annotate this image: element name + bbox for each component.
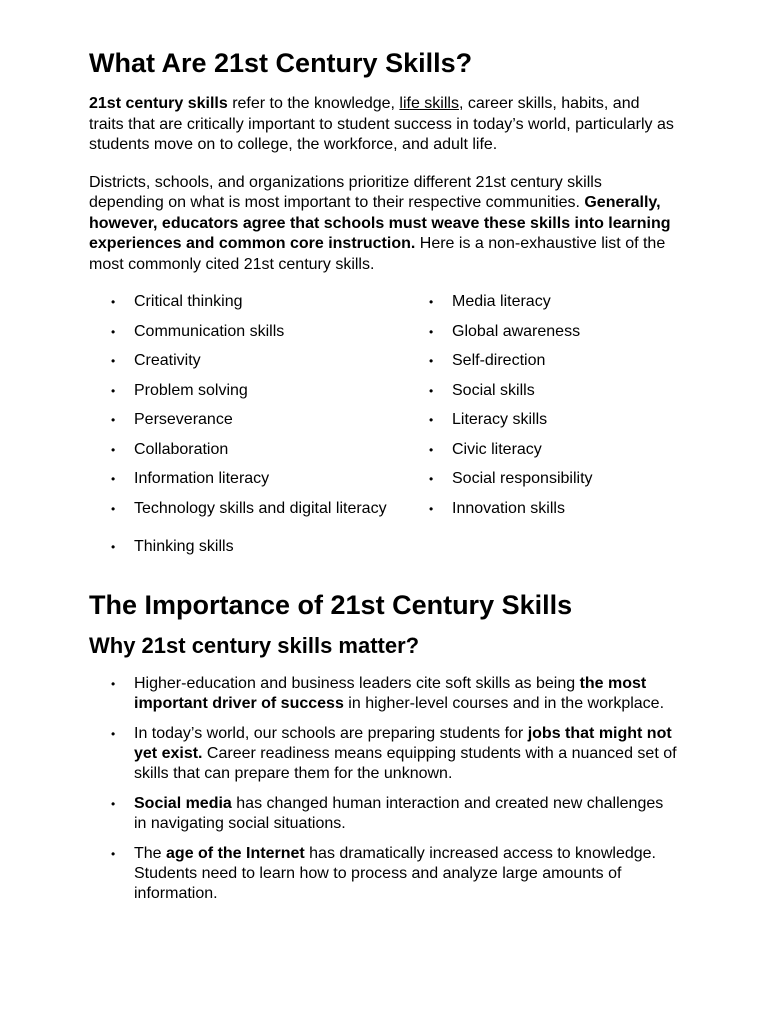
skill-item: • Information literacy <box>89 469 407 489</box>
intro-paragraph <box>89 94 678 156</box>
skill-item: • Media literacy <box>407 292 678 312</box>
intro-text-1: refer to the knowledge, <box>227 95 400 112</box>
why-item-post: has dramatically increased access to knowledge. Students need to learn how to process and analyze large amounts of information. <box>134 845 656 902</box>
why-item-bold: the most important driver of success <box>134 675 647 712</box>
skill-item: • Creativity <box>89 351 407 371</box>
why-item-bold: Social media <box>134 795 232 812</box>
skill-item: • Perseverance <box>89 410 407 430</box>
skill-item: • Collaboration <box>89 440 407 460</box>
page-title: What Are 21st Century Skills? <box>89 48 473 78</box>
why-item <box>89 724 679 784</box>
skill-item: • Thinking skills <box>89 537 407 557</box>
why-item-pre: The <box>134 845 167 862</box>
skill-item: • Communication skills <box>89 322 407 342</box>
intro-bold-lead: 21st century skills <box>89 95 228 112</box>
skills-list-right <box>407 292 678 566</box>
why-item-post: has changed human interaction and created new challenges in navigating social situations. <box>134 795 664 832</box>
districts-bold: Generally, however, educators agree that schools must weave these skills into learning experiences and common core instruction. <box>89 194 671 252</box>
skill-item: • Global awareness <box>407 322 678 342</box>
skill-item: • Literacy skills <box>407 410 678 430</box>
why-item-pre: Higher-education and business leaders cite soft skills as being <box>134 675 580 692</box>
districts-text-2: Here is a non-exhaustive list of the most commonly cited 21st century skills. <box>89 235 666 273</box>
skill-item: • Civic literacy <box>407 440 678 460</box>
why-item-post: in higher-level courses and in the workplace. <box>343 695 665 712</box>
why-item-bold: jobs that might not yet exist. <box>134 725 672 762</box>
skill-item: • Critical thinking <box>89 292 407 312</box>
skill-item: • Technology skills and digital literacy <box>89 499 407 519</box>
districts-paragraph <box>89 173 678 276</box>
why-item-bold: age of the Internet <box>166 845 305 862</box>
skill-item: • Social responsibility <box>407 469 678 489</box>
skills-list-left <box>89 292 407 566</box>
section-title: The Importance of 21st Century Skills <box>89 590 573 620</box>
intro-text-2: , career skills, habits, and traits that are critically important to student success in today’s world, particularly as students move on to college, the workforce, and adult life. <box>89 95 674 153</box>
skill-item: • Innovation skills <box>407 499 678 519</box>
why-item-pre: In today’s world, our schools are preparing students for <box>134 725 528 742</box>
skill-item: • Social skills <box>407 381 678 401</box>
skills-list <box>89 292 678 566</box>
why-item <box>89 794 679 834</box>
why-list <box>89 674 679 904</box>
skill-item: • Self-direction <box>407 351 678 371</box>
life-skills-link[interactable]: life skills <box>399 95 459 112</box>
why-item <box>89 674 679 714</box>
districts-text-1: Districts, schools, and organizations prioritize different 21st century skills depending on what is most important to their respective communities. <box>89 173 602 211</box>
why-item-post: Career readiness means equipping students with a nuanced set of skills that can prepare them for the unknown. <box>134 745 677 782</box>
why-item <box>89 844 679 904</box>
subsection-title: Why 21st century skills matter? <box>89 633 420 658</box>
skill-item: • Problem solving <box>89 381 407 401</box>
